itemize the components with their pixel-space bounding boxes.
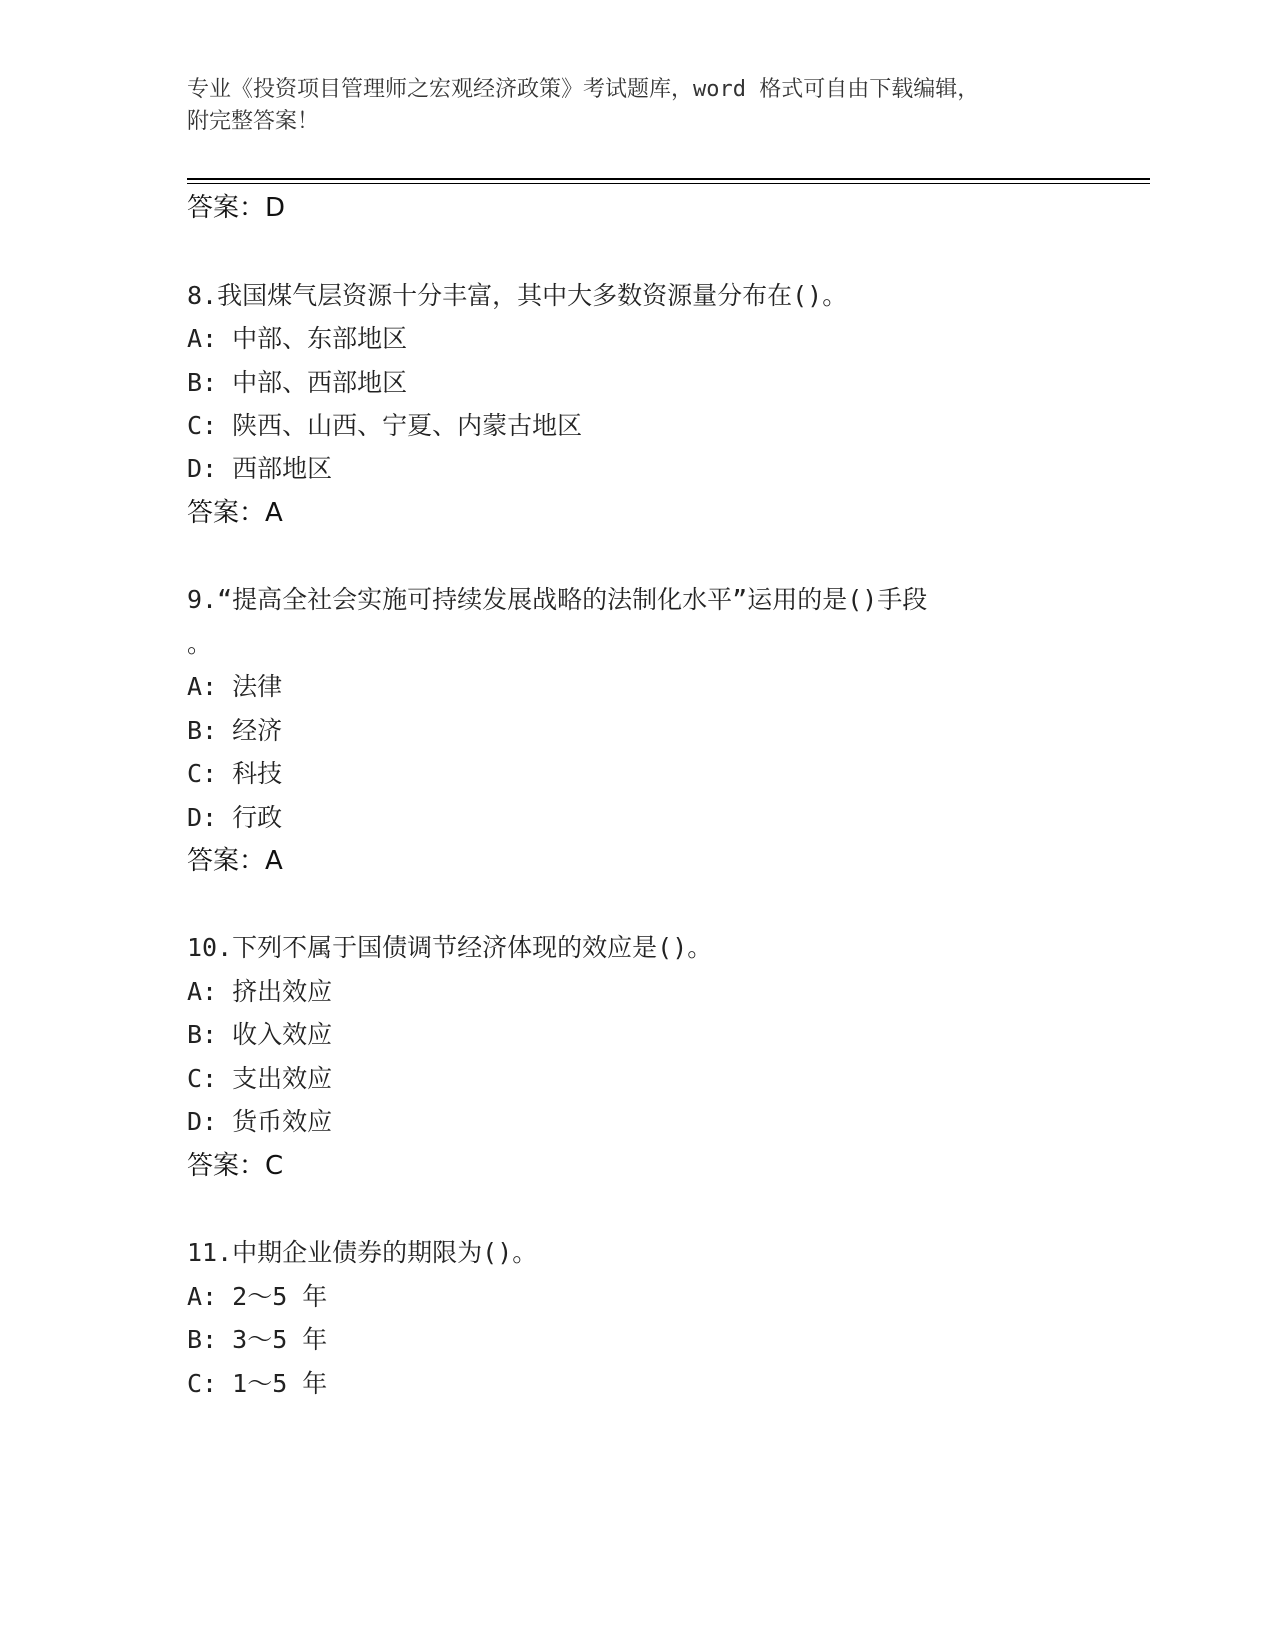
question-stem: 10.下列不属于国债调节经济体现的效应是()。 <box>187 933 713 962</box>
answer-line: 答案：A <box>187 498 283 528</box>
option-d: D: 货币效应 <box>187 1107 333 1136</box>
option-b: B: 经济 <box>187 716 283 745</box>
question-stem: 9.“提高全社会实施可持续发展战略的法制化水平”运用的是()手段 <box>187 585 928 614</box>
header-rule-thick <box>187 178 1150 180</box>
question-stem-continued: 。 <box>187 629 213 658</box>
option-b: B: 收入效应 <box>187 1020 333 1049</box>
option-b: B: 3～5 年 <box>187 1325 328 1354</box>
header-rule-thin <box>187 183 1150 184</box>
answer-line: 答案：D <box>187 193 286 223</box>
option-a: A: 挤出效应 <box>187 977 333 1006</box>
option-c: C: 陕西、山西、宁夏、内蒙古地区 <box>187 411 583 440</box>
option-a: A: 2～5 年 <box>187 1282 328 1311</box>
option-a: A: 法律 <box>187 672 283 701</box>
option-c: C: 1～5 年 <box>187 1369 328 1398</box>
option-c: C: 科技 <box>187 759 283 788</box>
document-header <box>187 74 1087 138</box>
option-c: C: 支出效应 <box>187 1064 333 1093</box>
question-stem: 8.我国煤气层资源十分丰富，其中大多数资源量分布在()。 <box>187 281 848 310</box>
option-a: A: 中部、东部地区 <box>187 324 408 353</box>
option-b: B: 中部、西部地区 <box>187 368 408 397</box>
answer-line: 答案：A <box>187 846 283 876</box>
header-line-1: 专业《投资项目管理师之宏观经济政策》考试题库，word 格式可自由下载编辑， <box>187 77 980 102</box>
option-d: D: 西部地区 <box>187 454 333 483</box>
header-line-2: 附完整答案！ <box>187 109 320 134</box>
question-stem: 11.中期企业债券的期限为()。 <box>187 1238 538 1267</box>
option-d: D: 行政 <box>187 803 283 832</box>
answer-line: 答案：C <box>187 1151 284 1181</box>
